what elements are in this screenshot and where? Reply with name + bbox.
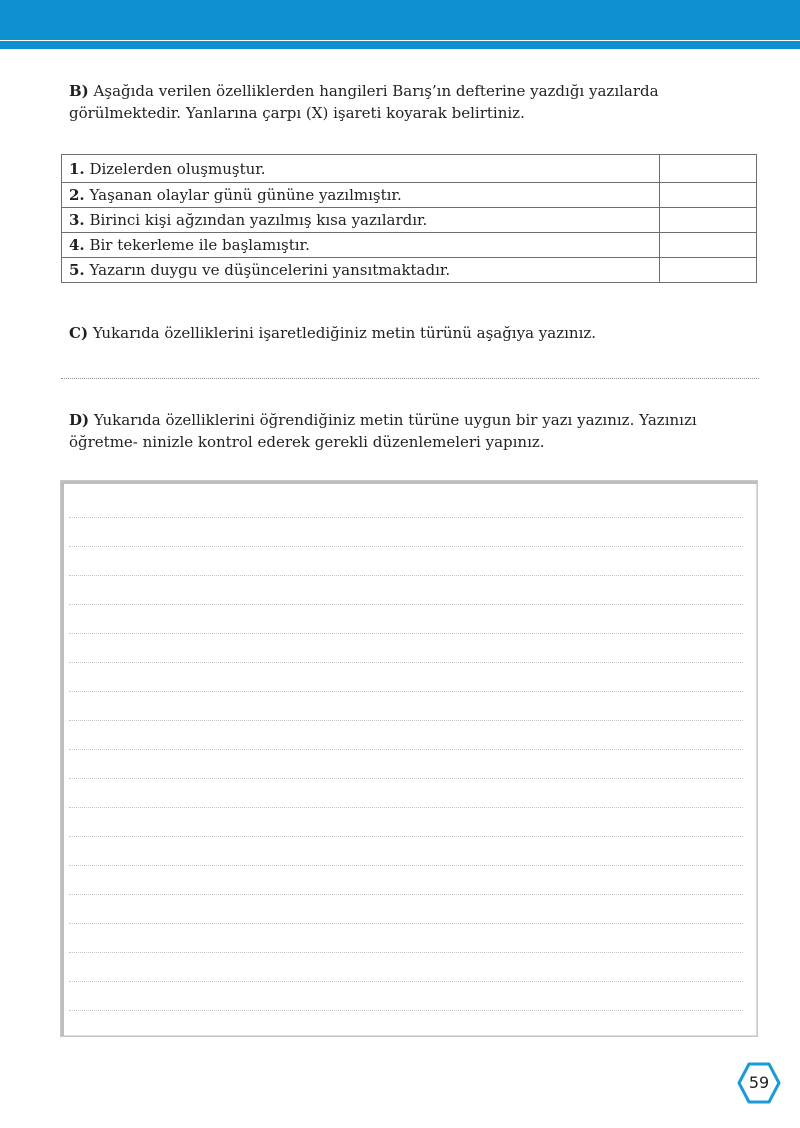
writing-line[interactable]	[69, 952, 743, 953]
writing-line[interactable]	[69, 691, 743, 692]
section-d-instruction	[69, 409, 759, 453]
property-text: Yaşanan olaylar günü gününe yazılmıştır.	[84, 186, 402, 204]
page-number: 59	[748, 1073, 770, 1092]
checkmark-cell[interactable]	[660, 258, 757, 283]
property-number: 1.	[69, 159, 85, 178]
writing-line[interactable]	[69, 894, 743, 895]
writing-line[interactable]	[69, 720, 743, 721]
header-stripe	[0, 41, 800, 49]
section-d-label: D)	[69, 411, 90, 429]
header-bar	[0, 0, 800, 40]
writing-line[interactable]	[69, 778, 743, 779]
writing-line[interactable]	[69, 836, 743, 837]
writing-line[interactable]	[69, 923, 743, 924]
section-c-text: Yukarıda özelliklerini işaretlediğiniz metin türünü aşağıya yazınız.	[88, 324, 597, 342]
property-text: Dizelerden oluşmuştur.	[84, 159, 266, 178]
writing-line[interactable]	[69, 1010, 743, 1011]
writing-line[interactable]	[69, 807, 743, 808]
property-cell	[62, 233, 660, 258]
checkmark-cell[interactable]	[660, 155, 757, 183]
writing-line[interactable]	[69, 749, 743, 750]
section-c-instruction	[69, 322, 759, 344]
section-b-label: B)	[69, 82, 89, 100]
writing-line[interactable]	[69, 604, 743, 605]
property-number: 2.	[69, 186, 85, 204]
checkmark-cell[interactable]	[660, 233, 757, 258]
checkmark-cell[interactable]	[660, 208, 757, 233]
properties-table	[61, 154, 757, 283]
table-row	[62, 258, 757, 283]
table-row	[62, 183, 757, 208]
property-number: 3.	[69, 211, 85, 229]
table-row	[62, 155, 757, 183]
table-row	[62, 208, 757, 233]
writing-line[interactable]	[69, 546, 743, 547]
property-number: 4.	[69, 236, 85, 254]
section-b-text: Aşağıda verilen özelliklerden hangileri Barış’ın defterine yazdığı yazılarda görülmektedir. Yanlarına çarpı (X) işareti koyarak belirtiniz.	[69, 82, 659, 122]
table-row	[62, 233, 757, 258]
writing-area[interactable]	[60, 480, 758, 1037]
writing-line[interactable]	[69, 981, 743, 982]
section-b-instruction	[69, 80, 759, 124]
writing-line[interactable]	[69, 633, 743, 634]
section-c-label: C)	[69, 324, 89, 342]
writing-line[interactable]	[69, 517, 743, 518]
writing-line[interactable]	[69, 575, 743, 576]
property-text: Yazarın duygu ve düşüncelerini yansıtmaktadır.	[84, 261, 451, 279]
property-cell	[62, 258, 660, 283]
property-text: Birinci kişi ağzından yazılmış kısa yazılardır.	[84, 211, 428, 229]
property-text: Bir tekerleme ile başlamıştır.	[84, 236, 310, 254]
property-cell	[62, 183, 660, 208]
writing-line[interactable]	[69, 865, 743, 866]
answer-line[interactable]	[61, 378, 759, 379]
section-d-text: Yukarıda özelliklerini öğrendiğiniz metin türüne uygun bir yazı yazınız. Yazınızı öğretme- ninizle kontrol ederek gerekli düzenlemeleri yapınız.	[69, 411, 697, 451]
property-cell	[62, 208, 660, 233]
property-number: 5.	[69, 261, 85, 279]
property-cell	[62, 155, 660, 183]
page-number-badge	[737, 1061, 781, 1105]
checkmark-cell[interactable]	[660, 183, 757, 208]
writing-line[interactable]	[69, 662, 743, 663]
